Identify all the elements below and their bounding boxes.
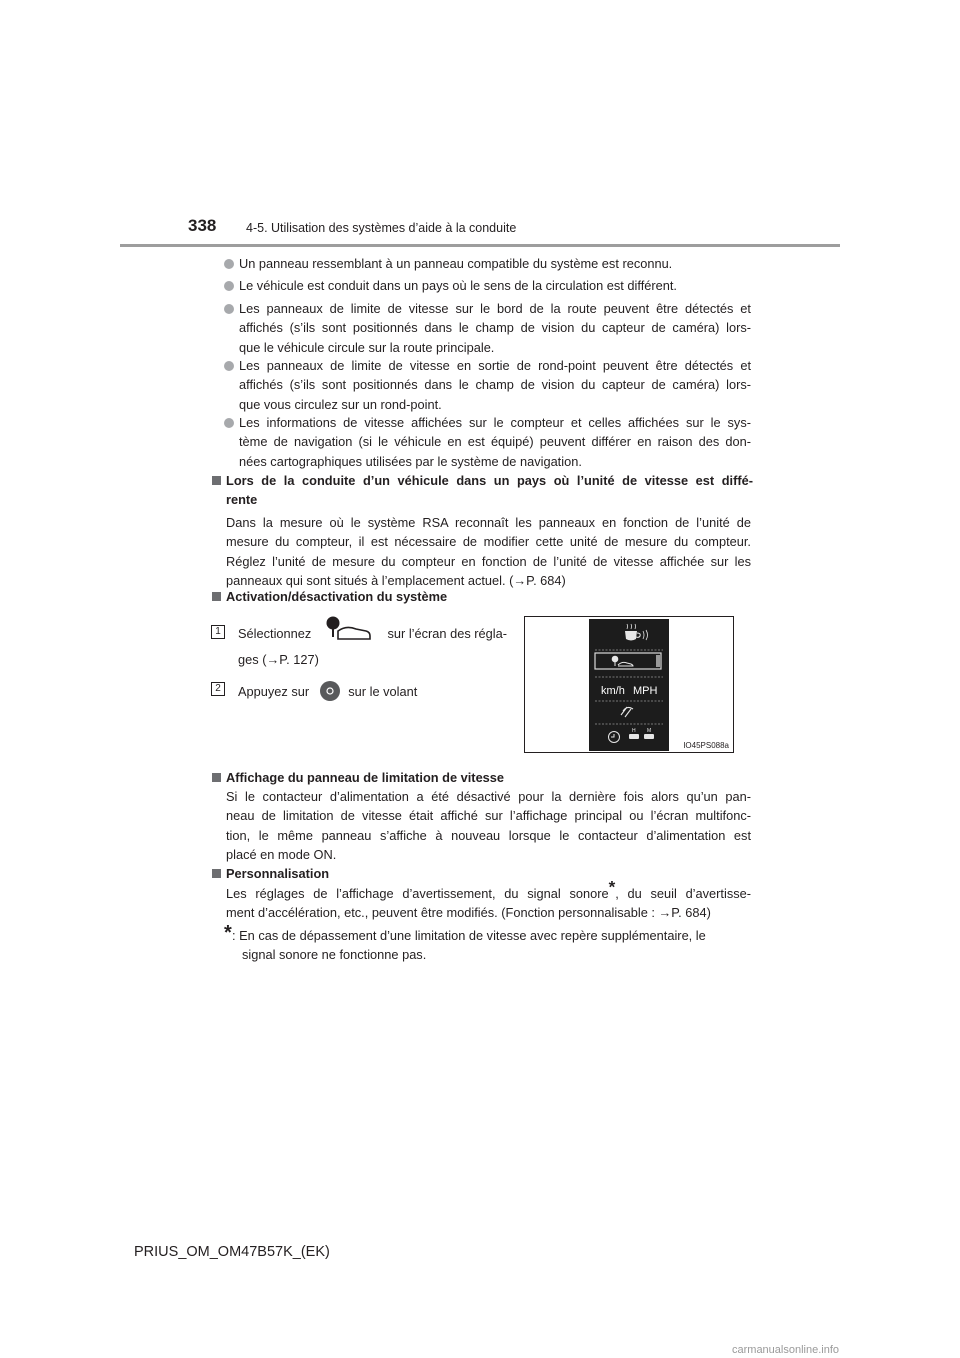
step-1: 1 Sélectionnez sur l’écran des régla- ges (→P. 127) (211, 623, 507, 669)
bullet-text: Un panneau ressemblant à un panneau compatible du système est reconnu. (239, 256, 673, 271)
wiper-sensor-icon (621, 707, 633, 717)
square-bullet-icon (212, 773, 221, 782)
speed-sign-assist-icon (324, 615, 374, 643)
section-heading-custom: Personnalisation (212, 864, 753, 883)
watermark: carmanualsonline.info (732, 1344, 840, 1356)
speed-sign-assist-icon-small (612, 656, 633, 666)
bullet-text: tème de navigation (si le véhicule en est équipé) peuvent différer en raison des don- (239, 434, 751, 450)
section-heading-units: Lors de la conduite d’un véhicule dans un pays où l’unité de vitesse est diffé- rente (212, 471, 753, 510)
selected-row-highlight (595, 653, 661, 669)
unit-mph-label: MPH (633, 685, 658, 697)
square-bullet-icon (212, 592, 221, 601)
clock-icon (609, 732, 620, 743)
bullet-text: nées cartographiques utilisées par le système de navigation. (239, 453, 582, 469)
bullet-text: que vous circulez sur un rond-point. (239, 396, 442, 412)
display-paragraph: Si le contacteur d’alimentation a été désactivé pour la dernière fois alors qu’un pan- neau de limitation de vitesse était affiché sur l’affichage principal ou l’écran multifonc- tion, le même panneau s’affiche à nouveau lorsque le contacteur d’alimentation est placé en mode ON. (226, 789, 751, 863)
footnote: * : En cas de dépassement d’une limitation de vitesse avec repère supplémentaire, le signal sonore ne fonctionne pas. (224, 922, 706, 963)
bullet-dot-icon (224, 304, 234, 314)
step-number: 2 (211, 682, 225, 696)
step-2: 2 Appuyez sur sur le volant (211, 680, 417, 702)
square-bullet-icon (212, 476, 221, 485)
screen-graphic (589, 619, 669, 751)
custom-paragraph: Les réglages de l’affichage d’avertissement, du signal sonore*, du seuil d’avertisse- ment d’accélération, etc., peuvent être modifiés. (Fonction personnalisable : →P. 684) (226, 877, 751, 921)
bullet-item (224, 276, 751, 295)
footnote-mark: * (224, 922, 232, 944)
bullet-text: Les informations de vitesse affichées sur le compteur et celles affichées sur le sys- (239, 415, 751, 430)
square-bullet-icon (212, 869, 221, 878)
figure-code: IO45PS088a (683, 741, 729, 750)
bullet-item (224, 254, 751, 273)
bullet-text: Les panneaux de limite de vitesse sur le bord de la route peuvent être détectés et (239, 301, 751, 316)
coffee-cup-icon (625, 624, 648, 641)
hour-label: H (632, 728, 636, 734)
bullet-text: Les panneaux de limite de vitesse en sortie de rond-point peuvent être détectés et (239, 358, 751, 373)
minute-label: M (647, 728, 652, 734)
document-footer: PRIUS_OM_OM47B57K_(EK) (134, 1244, 330, 1260)
instrument-display-figure (524, 616, 734, 753)
bullet-dot-icon (224, 281, 234, 291)
bullet-text: affichés (s’ils sont positionnés dans le champ de vision du capteur de caméra) lors- (239, 377, 751, 393)
section-heading-display: Affichage du panneau de limitation de vitesse (212, 768, 753, 787)
page-number: 338 (188, 216, 217, 235)
minute-button (644, 734, 654, 739)
section-heading-activation: Activation/désactivation du système (212, 587, 753, 606)
bullet-item (224, 356, 751, 414)
bullet-text: Le véhicule est conduit dans un pays où le sens de la circulation est différent. (239, 278, 677, 293)
bullet-text: affichés (s’ils sont positionnés dans le champ de vision du capteur de caméra) lors- (239, 320, 751, 336)
units-paragraph: Dans la mesure où le système RSA reconnaît les panneaux en fonction de l’unité de mesure du compteur, il est nécessaire de modifier cette unité de mesure du compteur. Réglez l’unité de mesure du compteur en fonction de l’unité de vitesse affichée sur les panneaux qui sont situés à l’emplacement actuel. (→P. 684) (226, 515, 751, 589)
hour-button (629, 734, 639, 739)
bullet-dot-icon (224, 361, 234, 371)
steering-ok-button-icon (319, 680, 341, 702)
bullet-item (224, 413, 751, 471)
bullet-item (224, 299, 751, 357)
bullet-text: que le véhicule circule sur la route principale. (239, 339, 495, 355)
step-number: 1 (211, 625, 225, 639)
header-rule (120, 244, 840, 247)
footnote-star: * (608, 877, 616, 897)
section-title: 4-5. Utilisation des systèmes d’aide à la conduite (246, 221, 517, 235)
bullet-dot-icon (224, 418, 234, 428)
multi-info-screen (589, 619, 669, 751)
bullet-dot-icon (224, 259, 234, 269)
unit-kmh-label: km/h (601, 685, 625, 697)
